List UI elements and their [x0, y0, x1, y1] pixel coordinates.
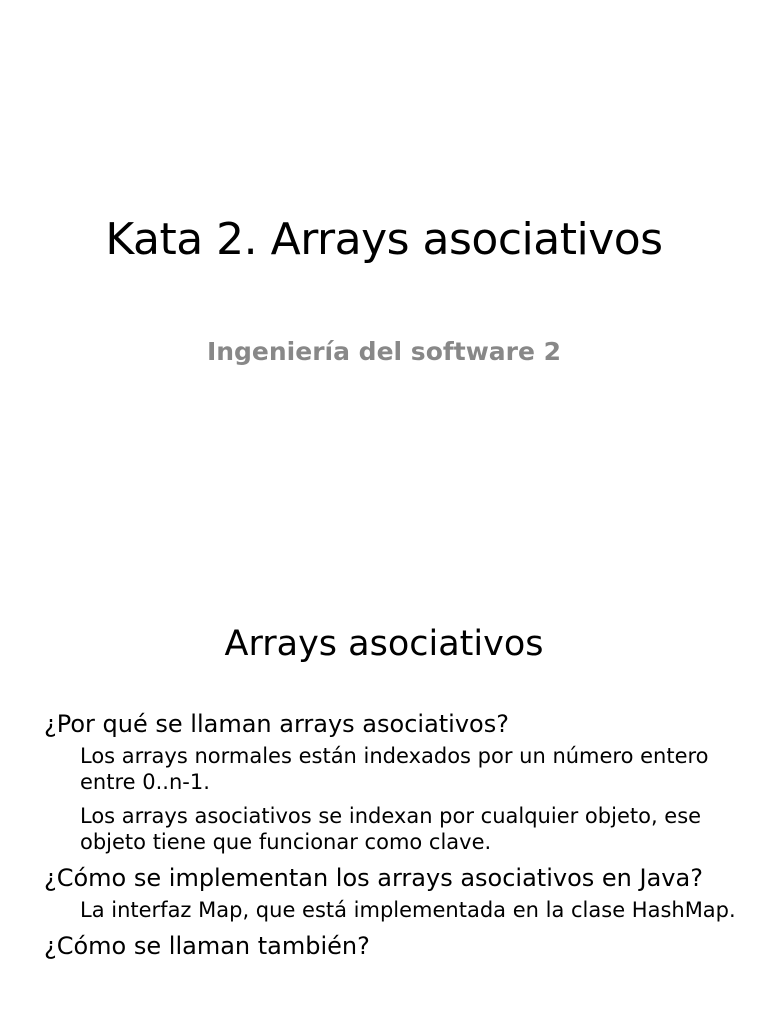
content-slide — [0, 576, 768, 1024]
answer-1-2: Los arrays asociativos se indexan por cualquier objeto, ese objeto tiene que funcionar como clave. — [80, 804, 702, 854]
presentation-title: Kata 2. Arrays asociativos — [105, 214, 663, 265]
question-3: ¿Cómo se llaman también? — [44, 932, 370, 960]
slide-title: Arrays asociativos — [224, 624, 544, 664]
question-2: ¿Cómo se implementan los arrays asociativos en Java? — [44, 864, 703, 892]
presentation-subtitle: Ingeniería del software 2 — [206, 337, 562, 366]
answer-2-1: La interfaz Map, que está implementada en la clase HashMap. — [80, 898, 736, 922]
question-1: ¿Por qué se llaman arrays asociativos? — [44, 710, 509, 738]
answer-1-1: Los arrays normales están indexados por un número entero entre 0..n-1. — [80, 744, 709, 794]
slide-body — [44, 709, 744, 965]
